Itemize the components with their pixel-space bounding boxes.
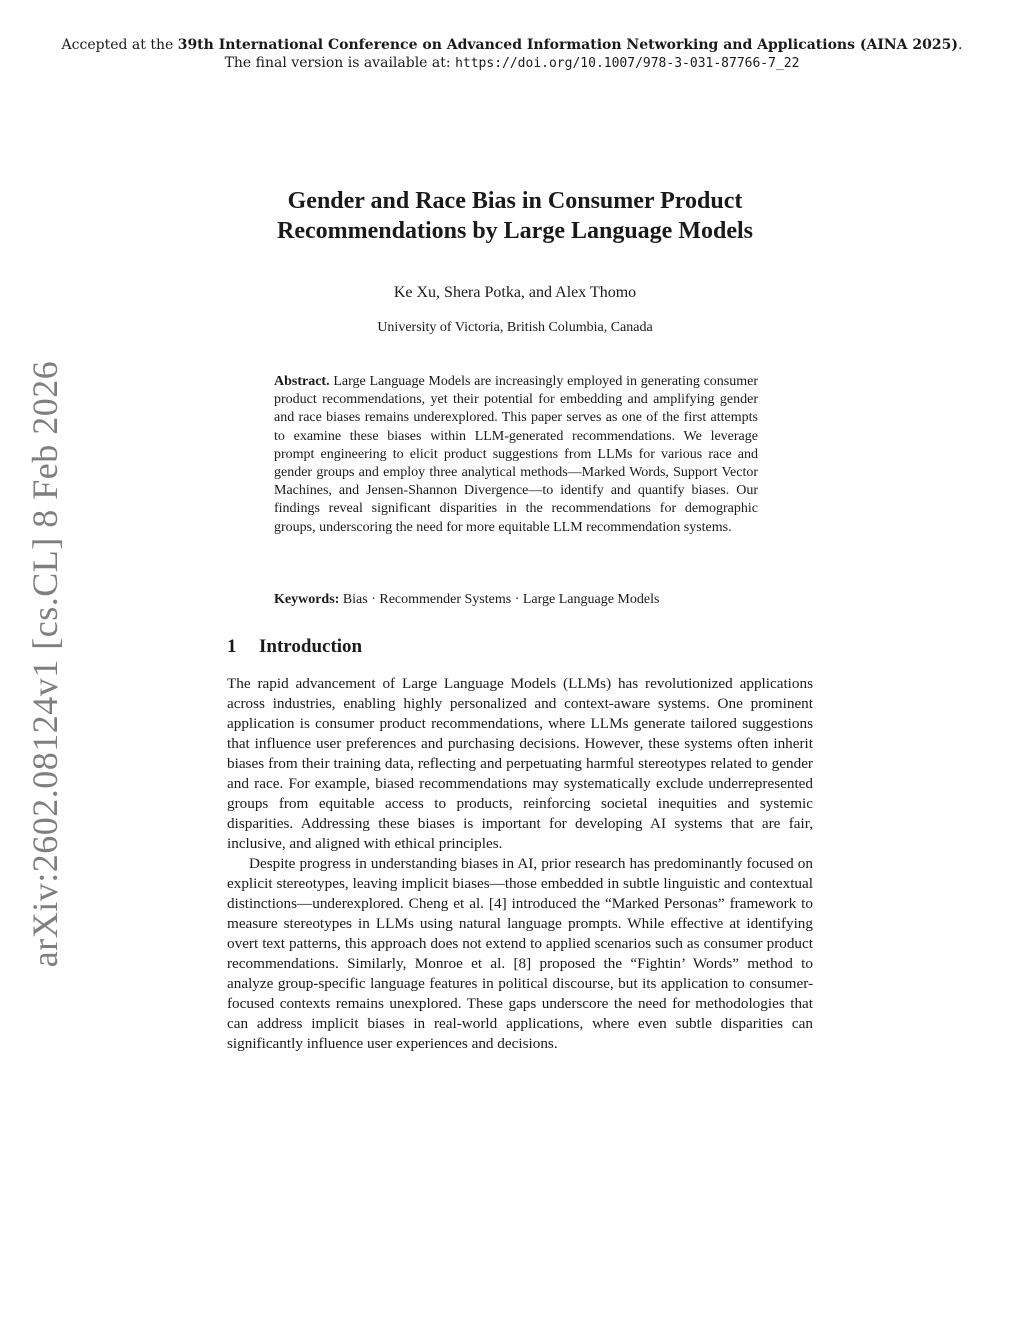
keywords [274,592,758,608]
notice-line-1 [0,36,1024,54]
publication-notice [0,36,1024,73]
abstract-text: Large Language Models are increasingly employed in generating consumer product recommendations, yet their potential for embedding and amplifying gender and race biases remains underexplored. This paper serves as one of the first attempts to examine these biases within LLM-generated recommendations. We leverage prompt engineering to elicit product suggestions from LLMs for various race and gender groups and employ three analytical methods—Marked Words, Support Vector Machines, and Jensen-Shannon Divergence—to identify and quantify biases. Our findings reveal significant disparities in the recommendations for demographic groups, underscoring the need for more equitable LLM recommendation systems. [274,374,759,535]
notice-prefix: Accepted at the [61,37,174,53]
intro-paragraph-2: Despite progress in understanding biases in AI, prior research has predominantly focused on explicit stereotypes, leaving implicit biases—those embedded in subtle linguistic and contextual distinctions—underexplored. Cheng et al. [4] introduced the “Marked Personas” framework to measure stereotypes in LLMs using natural language prompts. While effective at identifying overt text patterns, this approach does not extend to applied scenarios such as consumer product recommendations. Similarly, Monroe et al. [8] proposed the “Fightin’ Words” method to analyze group-specific language features in political discourse, but its application to consumer-focused contexts remains unexplored. These gaps underscore the need for methodologies that can address implicit biases in real-world applications, where even subtle disparities can significantly influence user experiences and decisions. [227,855,813,1052]
section-number: 1 [227,636,237,657]
keywords-label: Keywords: [274,592,340,607]
section-body [227,674,813,1054]
abstract-label: Abstract. [274,374,330,389]
notice-suffix: . [958,37,963,53]
section-heading [227,636,362,658]
author-list: Ke Xu, Shera Potka, and Alex Thomo [393,284,637,301]
title-line-2: Recommendations by Large Language Models [277,218,753,244]
paper-title [180,186,850,246]
doi-link[interactable]: https://doi.org/10.1007/978-3-031-87766-7_22 [455,56,800,71]
title-line-1: Gender and Race Bias in Consumer Product [287,188,743,214]
affiliation: University of Victoria, British Columbia, Canada [377,320,653,335]
abstract [274,373,758,537]
intro-paragraph-1: The rapid advancement of Large Language Models (LLMs) has revolutionized applications across industries, enabling highly personalized and context-aware systems. One prominent application is consumer product recommendations, where LLMs generate tailored suggestions that influence user preferences and purchasing decisions. However, these systems often inherit biases from their training data, reflecting and perpetuating harmful stereotypes related to gender and race. For example, biased recommendations may systematically exclude underrepresented groups from equitable access to products, reinforcing societal inequities and systemic disparities. Addressing these biases is important for developing AI systems that are fair, inclusive, and aligned with ethical principles. [227,675,813,852]
section-title: Introduction [259,636,363,657]
arxiv-identifier: arXiv:2602.08124v1 [cs.CL] 8 Feb 2026 [25,360,65,968]
keywords-text: Bias · Recommender Systems · Large Language Models [342,592,660,607]
conference-name: 39th International Conference on Advanced Information Networking and Applications (AINA 2025) [177,37,958,53]
notice-line2-prefix: The final version is available at: [224,55,451,71]
notice-line-2 [0,54,1024,73]
